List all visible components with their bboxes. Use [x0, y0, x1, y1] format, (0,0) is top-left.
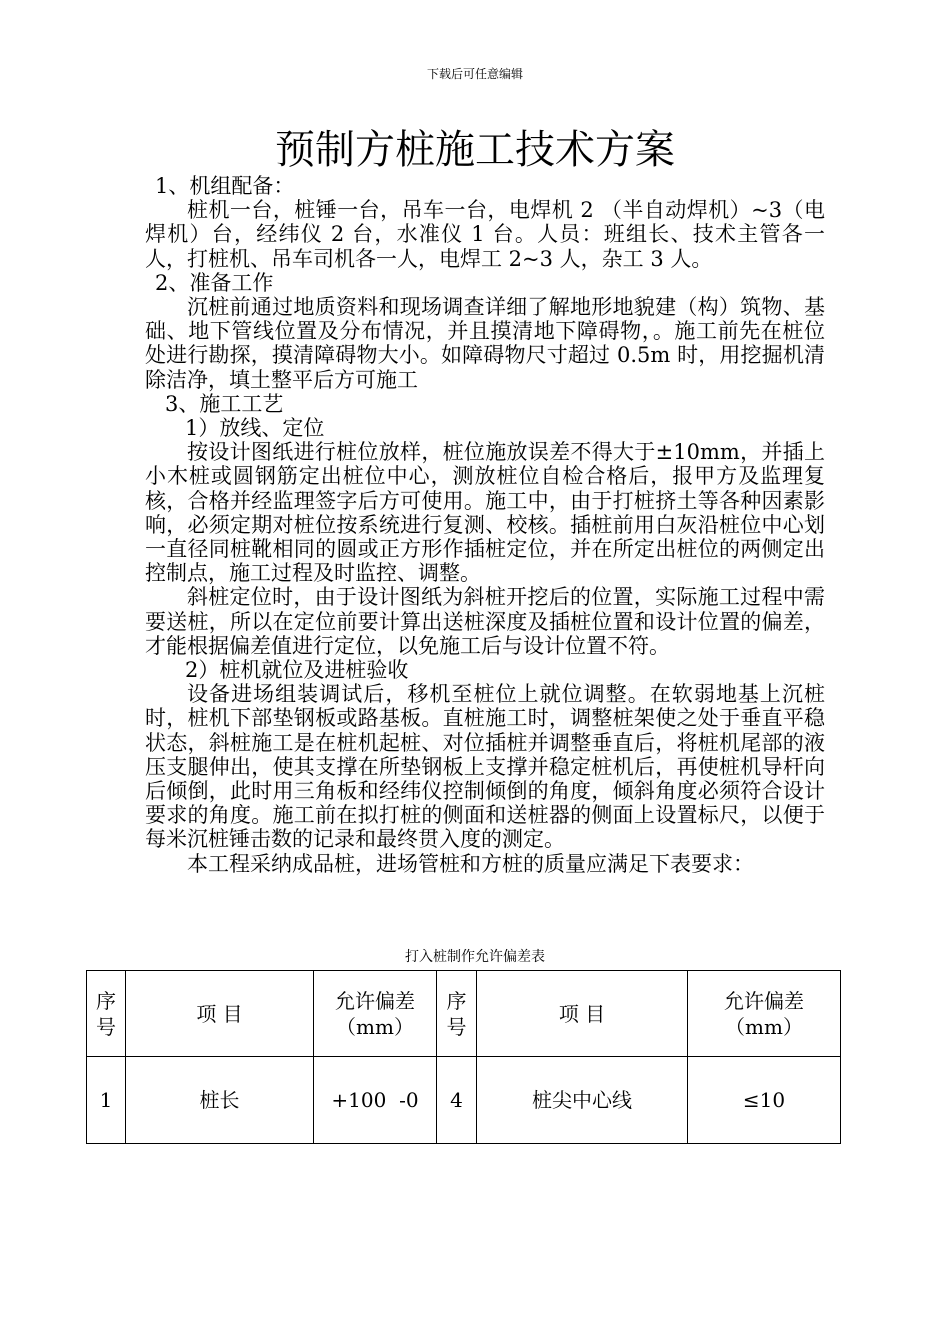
header-cell: 项 目 [126, 971, 314, 1057]
document-body [145, 174, 825, 876]
table-cell: ≤10 [688, 1057, 841, 1144]
header-cell: 允许偏差（mm） [314, 971, 437, 1057]
paragraph-positioning: 设备进场组装调试后，移机至桩位上就位调整。在软弱地基上沉桩时，桩机下部垫钢板或路基板。直桩施工时，调整桩架使之处于垂直平稳状态，斜桩施工是在桩机起桩、对位插桩并调整垂直后，将桩机尾部的液压支腿伸出，使其支撑在所垫钢板上支撑并稳定桩机后，再使桩机导杆向后倾倒，此时用三角板和经纬仪控制倾倒的角度，倾斜角度必须符合设计要求的角度。施工前在拟打桩的侧面和送桩器的侧面上设置标尺，以便于每米沉桩锤击数的记录和最终贯入度的测定。 [145, 682, 825, 852]
paragraph-layout: 按设计图纸进行桩位放样，桩位施放误差不得大于±10mm，并插上小木桩或圆钢筋定出桩位中心，测放桩位自检合格后，报甲方及监理复核，合格并经监理签字后方可使用。施工中，由于打桩挤土等各种因素影响，必须定期对桩位按系统进行复测、校核。插桩前用白灰沿桩位中心划一直径同桩靴相同的圆或正方形作插桩定位，并在所定出桩位的两侧定出控制点，施工过程及时监控、调整。 [145, 440, 825, 586]
paragraph-quality-intro: 本工程采纳成品桩，进场管桩和方桩的质量应满足下表要求： [187, 851, 754, 876]
section-heading-equipment: 1、机组配备： [155, 174, 295, 198]
header-cell: 序号 [437, 971, 477, 1057]
document-title: 预制方桩施工技术方案 [275, 127, 675, 173]
header-cell: 项 目 [477, 971, 688, 1057]
section-heading-preparation: 2、准备工作 [155, 270, 274, 295]
table-cell: 桩长 [126, 1057, 314, 1144]
paragraph-equipment: 桩机一台，桩锤一台，吊车一台，电焊机 2 （半自动焊机）~3（电焊机）台，经纬仪 2 台，水准仪 1 台。人员：班组长、技术主管各一人，打桩机、吊车司机各一人，电焊工 2~3 人，杂工 3 人。 [145, 198, 825, 271]
paragraph-preparation: 沉桩前通过地质资料和现场调查详细了解地形地貌建（构）筑物、基础、地下管线位置及分布情况，并且摸清地下障碍物，。施工前先在桩位处进行勘探，摸清障碍物大小。如障碍物尺寸超过 0.5m 时，用挖掘机清除洁净，填土整平后方可施工 [145, 295, 825, 392]
table-cell: 桩尖中心线 [477, 1057, 688, 1144]
header-cell: 序号 [87, 971, 126, 1057]
section-heading-process: 3、施工工艺 [165, 391, 284, 416]
subsection-heading-layout: 1）放线、定位 [185, 416, 325, 441]
tolerance-table [86, 970, 841, 1144]
table-cell: +100 -0 [314, 1057, 437, 1144]
table-cell: 1 [87, 1057, 126, 1144]
paragraph-inclined-pile: 斜桩定位时，由于设计图纸为斜桩开挖后的位置，实际施工过程中需要送桩，所以在定位前要计算出送桩深度及插桩位置和设计位置的偏差，才能根据偏差值进行定位，以免施工后与设计位置不符。 [145, 585, 825, 658]
table-caption: 打入桩制作允许偏差表 [405, 949, 545, 965]
table-header-row [87, 971, 841, 1057]
table-row [87, 1057, 841, 1144]
subsection-heading-positioning: 2）桩机就位及进桩验收 [185, 658, 409, 683]
header-note: 下载后可任意编辑 [426, 67, 523, 81]
table-cell: 4 [437, 1057, 477, 1144]
header-cell: 允许偏差（mm） [688, 971, 841, 1057]
